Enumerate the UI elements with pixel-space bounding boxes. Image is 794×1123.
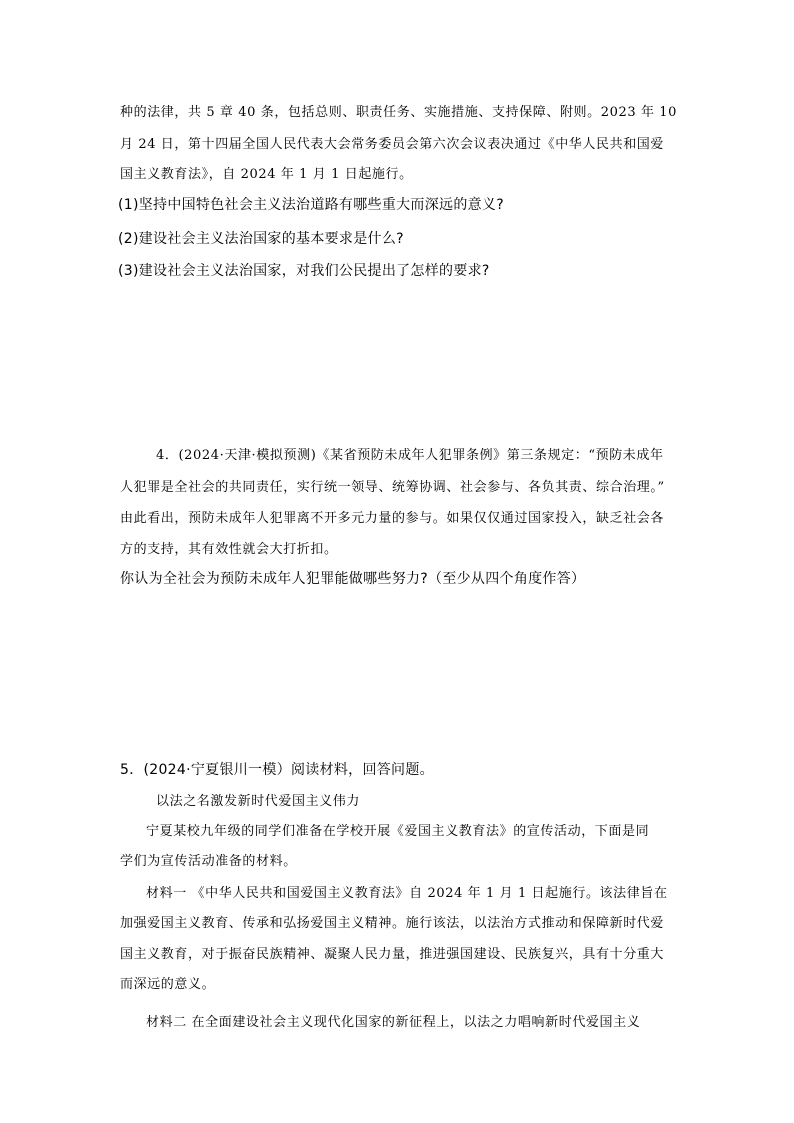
material-1-line-3: 国主义教育，对于振奋民族精神、凝聚人民力量，推进强国建设、民族复兴，具有十分重大	[120, 947, 665, 962]
subquestion-2: (2)建设社会主义法治国家的基本要求是什么?	[118, 231, 404, 247]
intro-paragraph-line-2: 学们为宣传活动准备的材料。	[120, 854, 297, 869]
material-1-line-1: 材料一 《中华人民共和国爱国主义教育法》自 2024 年 1 月 1 日起施行。该法律旨在	[146, 886, 668, 901]
question-4-line-3: 由此看出，预防未成年人犯罪离不开多元力量的参与。如果仅仅通过国家投入，缺乏社会各	[120, 511, 665, 526]
question-4-line-2: 人犯罪是全社会的共同责任，实行统一领导、统筹协调、社会参与、各负其责、综合治理。”	[120, 480, 665, 495]
question-4-prompt: 你认为全社会为预防未成年人犯罪能做哪些努力?（至少从四个角度作答）	[120, 571, 586, 587]
subquestion-3: (3)建设社会主义法治国家，对我们公民提出了怎样的要求?	[118, 263, 490, 279]
question-5-header: 5．(2024·宁夏银川一模）阅读材料，回答问题。	[120, 762, 434, 778]
question-4-line-1: 4．(2024·天津·模拟预测)《某省预防未成年人犯罪条例》第三条规定：“预防未成年	[156, 448, 664, 463]
material-title: 以法之名激发新时代爱国主义伟力	[156, 794, 361, 809]
intro-line-2: 月 24 日，第十四届全国人民代表大会常务委员会第六次会议表决通过《中华人民共和国爱	[120, 137, 665, 152]
intro-line-1: 种的法律，共 5 章 40 条，包括总则、职责任务、实施措施、支持保障、附则。2023 年 10	[120, 105, 678, 120]
intro-paragraph-line-1: 宁夏某校九年级的同学们准备在学校开展《爱国主义教育法》的宣传活动，下面是同	[146, 824, 650, 839]
intro-line-3: 国主义教育法》，自 2024 年 1 月 1 日起施行。	[120, 167, 413, 182]
material-2-line-1: 材料二 在全面建设社会主义现代化国家的新征程上，以法之力唱响新时代爱国主义	[146, 1015, 641, 1030]
material-1-line-2: 加强爱国主义教育、传承和弘扬爱国主义精神。施行该法，以法治方式推动和保障新时代爱	[120, 916, 665, 931]
subquestion-1: (1)坚持中国特色社会主义法治道路有哪些重大而深远的意义?	[118, 197, 504, 213]
question-4-line-4: 方的支持，其有效性就会大打折扣。	[120, 542, 338, 557]
material-1-line-4: 而深远的意义。	[120, 977, 216, 992]
